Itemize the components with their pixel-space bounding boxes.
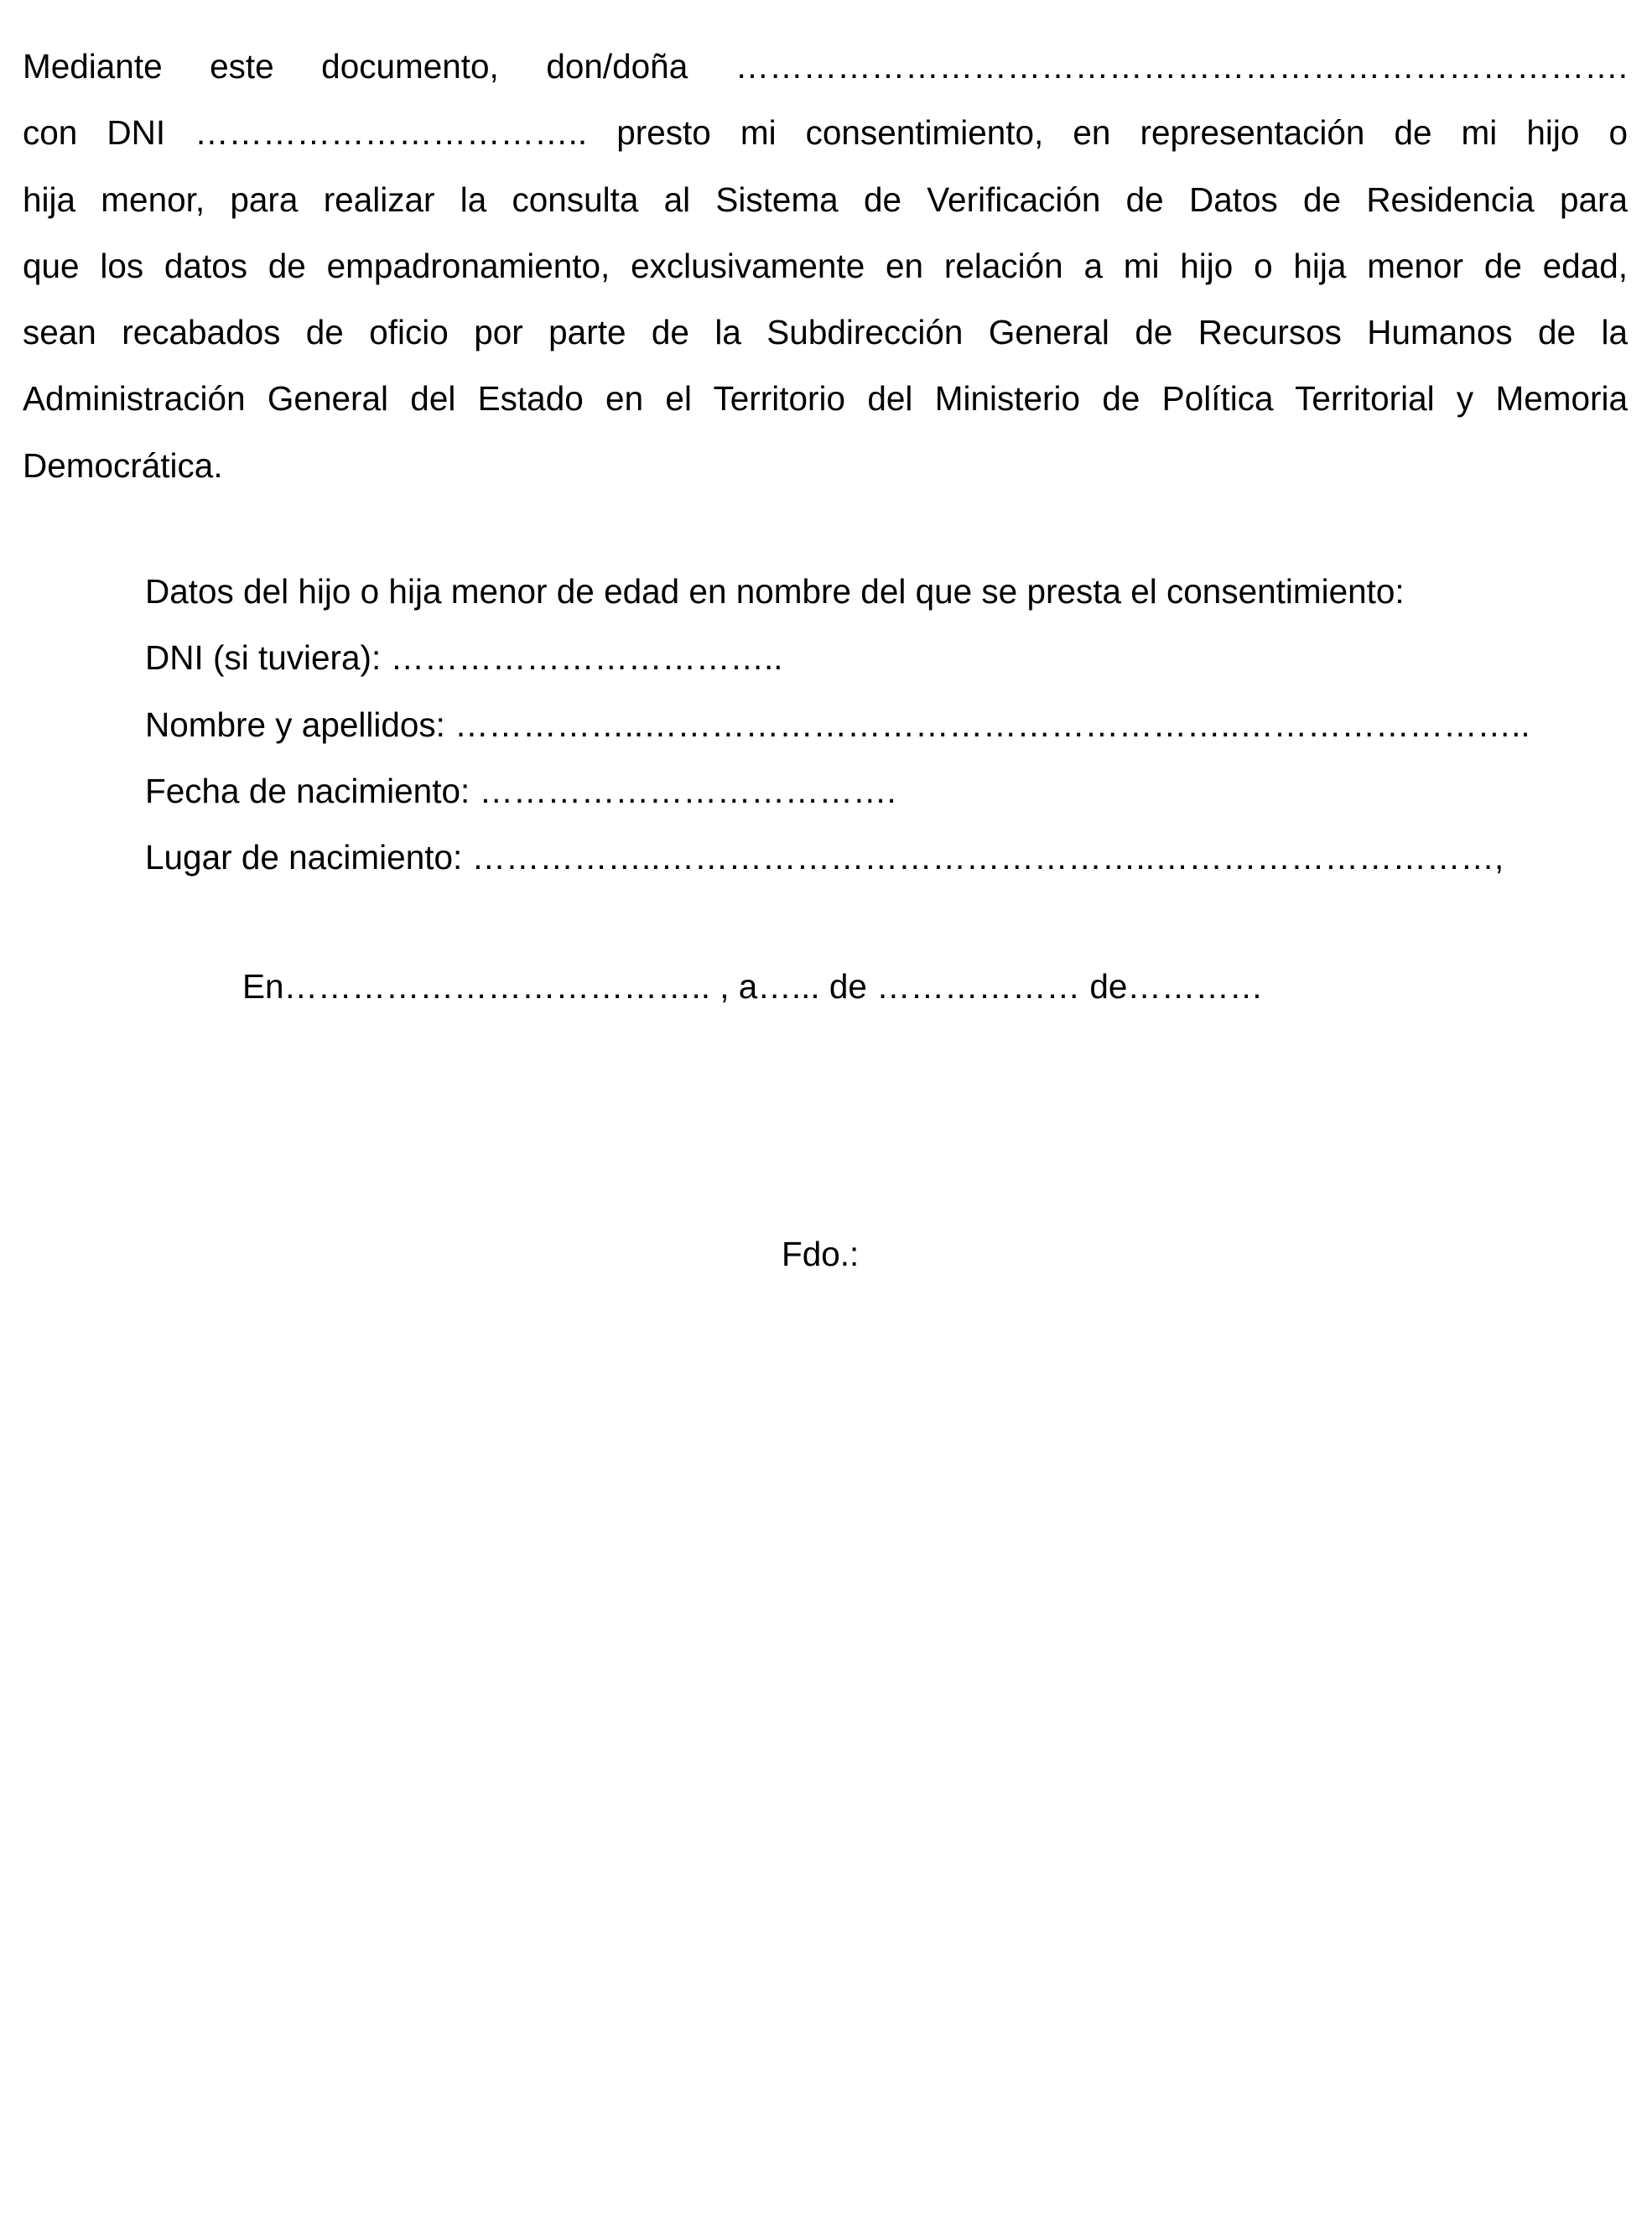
child-data-heading: Datos del hijo o hija menor de edad en nombre del que se presta el consentimiento: bbox=[145, 572, 1405, 611]
child-birth-date-field: Fecha de nacimiento: ………………………………. bbox=[145, 771, 896, 810]
statement-line: Democrática. bbox=[23, 445, 223, 485]
place-date-line: En……………………………….. , a…... de ……………… de………… bbox=[242, 967, 1264, 1006]
child-name-field: Nombre y apellidos: ……………..……………………………………………..…………………….. bbox=[145, 705, 1530, 744]
consent-statement bbox=[23, 34, 1628, 499]
statement-line: que los datos de empadronamiento, exclusivamente en relación a mi hijo o hija menor de edad, bbox=[23, 246, 1628, 285]
statement-line: hija menor, para realizar la consulta al Sistema de Verificación de Datos de Residencia para bbox=[23, 179, 1628, 219]
statement-line: con DNI …………………………….. presto mi consentimiento, en representación de mi hijo o bbox=[23, 113, 1628, 153]
child-birth-place-field: Lugar de nacimiento: ……………..……………………………………..…………………………, bbox=[145, 838, 1504, 877]
child-data-section bbox=[145, 559, 1629, 891]
signature-label: Fdo.: bbox=[782, 1235, 860, 1273]
statement-line: sean recabados de oficio por parte de la Subdirección General de Recursos Humanos de la bbox=[23, 313, 1628, 352]
child-dni-field: DNI (si tuviera): …………………………….. bbox=[145, 638, 783, 678]
statement-line: Mediante este documento, don/doña ……………………………………………………………………. bbox=[23, 47, 1628, 86]
statement-line: Administración General del Estado en el Territorio del Ministerio de Política Territorial y Memoria bbox=[23, 379, 1628, 419]
